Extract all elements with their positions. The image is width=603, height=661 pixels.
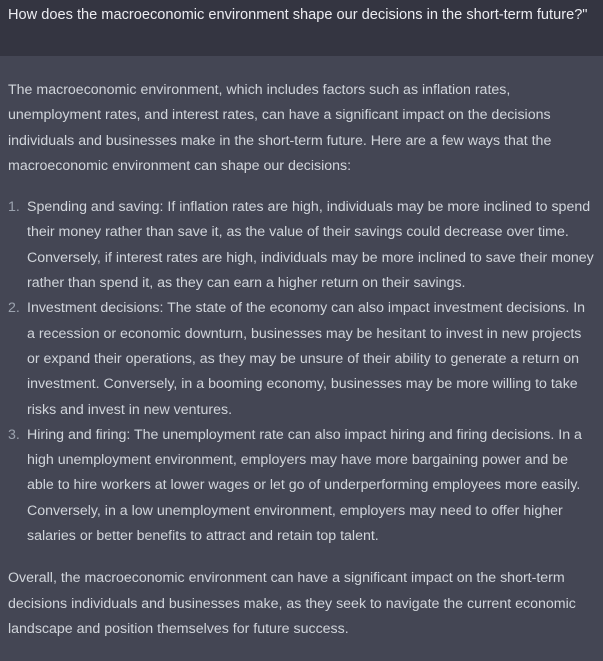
assistant-message <box>0 56 603 642</box>
assistant-intro: The macroeconomic environment, which includes factors such as inflation rates, unemployment rates, and interest rates, can have a significant impact on the decisions individuals and businesses make in the short-term future. Here are a few ways that the macroeconomic environment can shape our decisions: <box>8 82 552 174</box>
user-message-text: How does the macroeconomic environment shape our decisions in the short-term future?" <box>8 7 588 23</box>
assistant-point-list <box>8 195 595 549</box>
list-item-number: 2. <box>8 300 20 317</box>
list-item <box>8 423 595 549</box>
list-item <box>8 296 595 422</box>
list-item-text: Hiring and firing: The unemployment rate can also impact hiring and firing decisions. In a high unemployment environment, employers may have more bargaining power and be able to hire workers at lower wages or let go of underperforming employees more easily. Conversely, in a low unemployment environment, employers may need to offer higher salaries or better benefits to attract and retain top talent. <box>27 426 582 545</box>
list-item-number: 1. <box>8 199 20 216</box>
list-item-number: 3. <box>8 426 20 443</box>
list-item <box>8 195 595 296</box>
list-item-text: Spending and saving: If inflation rates are high, individuals may be more inclined to spend their money rather than save it, as the value of their savings could decrease over time. Conversely, if interest rates are high, individuals may be more inclined to save their money rather than spend it, as they can earn a higher return on their savings. <box>27 199 594 292</box>
list-item-text: Investment decisions: The state of the economy can also impact investment decisions. In a recession or economic downturn, businesses may be hesitant to invest in new projects or expand their operations, as they may be unsure of their ability to generate a return on investment. Conversely, in a booming economy, businesses may be more willing to take risks and invest in new ventures. <box>27 300 586 418</box>
assistant-conclusion: Overall, the macroeconomic environment can have a significant impact on the short-term decisions individuals and businesses make, as they seek to navigate the current economic landscape and position themselves for future success. <box>8 570 576 637</box>
user-message <box>0 0 603 56</box>
